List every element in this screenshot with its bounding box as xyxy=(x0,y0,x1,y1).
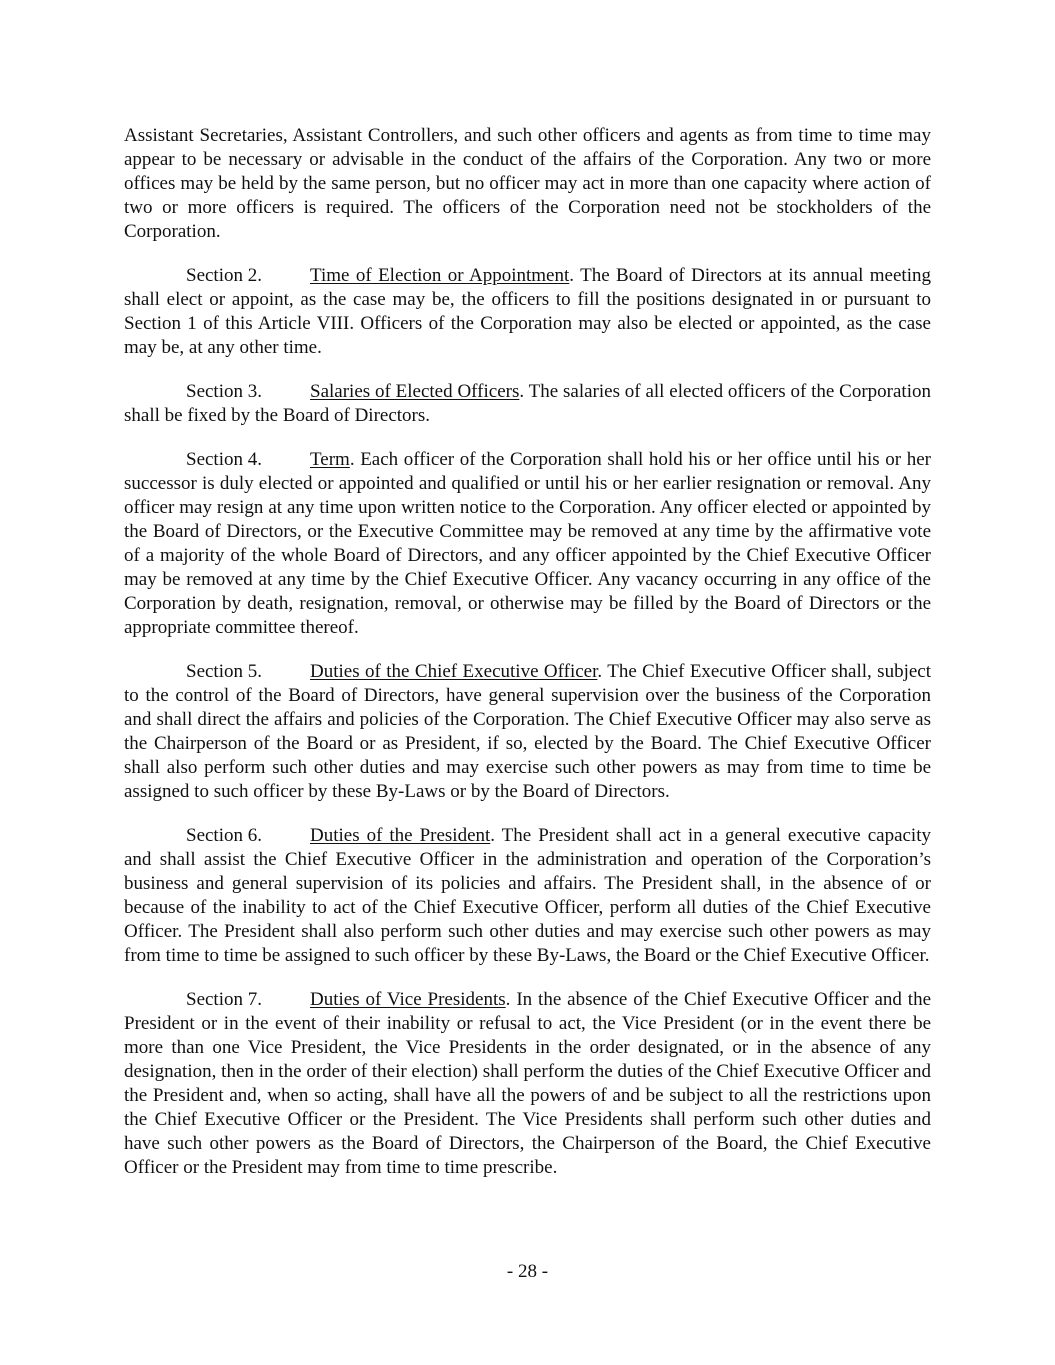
section-4-paragraph xyxy=(124,448,931,640)
section-heading: Term xyxy=(310,449,350,470)
section-number: Section 4. xyxy=(186,449,262,470)
section-body: . In the absence of the Chief Executive Officer and the President or in the event of their inability or refusal to act, the Vice President (or in the event there be more than one Vice President, the Vice Presidents in the order designated, or in the absence of any designation, then in the order of their election) shall perform the duties of the Chief Executive Officer and the President and, when so acting, shall have all the powers of and be subject to all the restrictions upon the Chief Executive Officer or the President. The Vice Presidents shall perform such other duties and have such other powers as the Board of Directors, the Chairperson of the Board, the Chief Executive Officer or the President may from time to time prescribe. xyxy=(124,989,932,1178)
section-body: . The salaries of all elected officers of the Corporation shall be fixed by the Board of Directors. xyxy=(124,381,931,426)
section-number: Section 2. xyxy=(186,265,262,286)
intro-paragraph: Assistant Secretaries, Assistant Controllers, and such other officers and agents as from time to time may appear to be necessary or advisable in the conduct of the affairs of the Corporation. Any two or more offices may be held by the same person, but no officer may act in more than one capacity where action of two or more officers is required. The officers of the Corporation need not be stockholders of the Corporation. xyxy=(124,125,931,242)
section-number: Section 7. xyxy=(186,989,262,1010)
section-heading: Duties of the Chief Executive Officer xyxy=(310,661,598,682)
section-number: Section 6. xyxy=(186,825,262,846)
section-body: . The Chief Executive Officer shall, subject to the control of the Board of Directors, have general supervision over the business of the Corporation and shall direct the affairs and policies of the Corporation. The Chief Executive Officer may also serve as the Chairperson of the Board or as President, if so, elected by the Board. The Chief Executive Officer shall also perform such other duties and may exercise such other powers as may from time to time be assigned to such officer by these By-Laws or by the Board of Directors. xyxy=(124,661,931,802)
section-heading: Time of Election or Appointment xyxy=(310,265,570,286)
section-2-paragraph xyxy=(124,264,931,360)
section-body: . Each officer of the Corporation shall hold his or her office until his or her successor is duly elected or appointed and qualified or until his or her earlier resignation or removal. Any officer may resign at any time upon written notice to the Corporation. Any officer elected or appointed by the Board of Directors, or the Executive Committee may be removed at any time by the affirmative vote of a majority of the whole Board of Directors, and any officer appointed by the Chief Executive Officer may be removed at any time by the Chief Executive Officer. Any vacancy occurring in any office of the Corporation by death, resignation, removal, or otherwise may be filled by the Board of Directors or the appropriate committee thereof. xyxy=(124,449,931,638)
document-body xyxy=(124,124,931,1200)
section-heading: Duties of the President xyxy=(310,825,491,846)
section-number: Section 3. xyxy=(186,381,262,402)
page-number: - 28 - xyxy=(506,1261,549,1282)
section-5-paragraph xyxy=(124,660,931,804)
section-body: . The Board of Directors at its annual meeting shall elect or appoint, as the case may be, the officers to fill the positions designated in or pursuant to Section 1 of this Article VIII. Officers of the Corporation may also be elected or appointed, as the case may be, at any other time. xyxy=(124,265,931,358)
section-body: . The President shall act in a general executive capacity and shall assist the Chief Executive Officer in the administration and operation of the Corporation’s business and general supervision of its policies and affairs. The President shall, in the absence of or because of the inability to act of the Chief Executive Officer, perform all duties of the Chief Executive Officer. The President shall also perform such other duties and may exercise such other powers as may from time to time be assigned to such officer by these By-Laws, the Board or the Chief Executive Officer. xyxy=(124,825,931,966)
section-number: Section 5. xyxy=(186,661,262,682)
section-7-paragraph xyxy=(124,988,931,1180)
section-6-paragraph xyxy=(124,824,931,968)
section-heading: Salaries of Elected Officers xyxy=(310,381,520,402)
section-3-paragraph xyxy=(124,380,931,428)
section-heading: Duties of Vice Presidents xyxy=(310,989,506,1010)
